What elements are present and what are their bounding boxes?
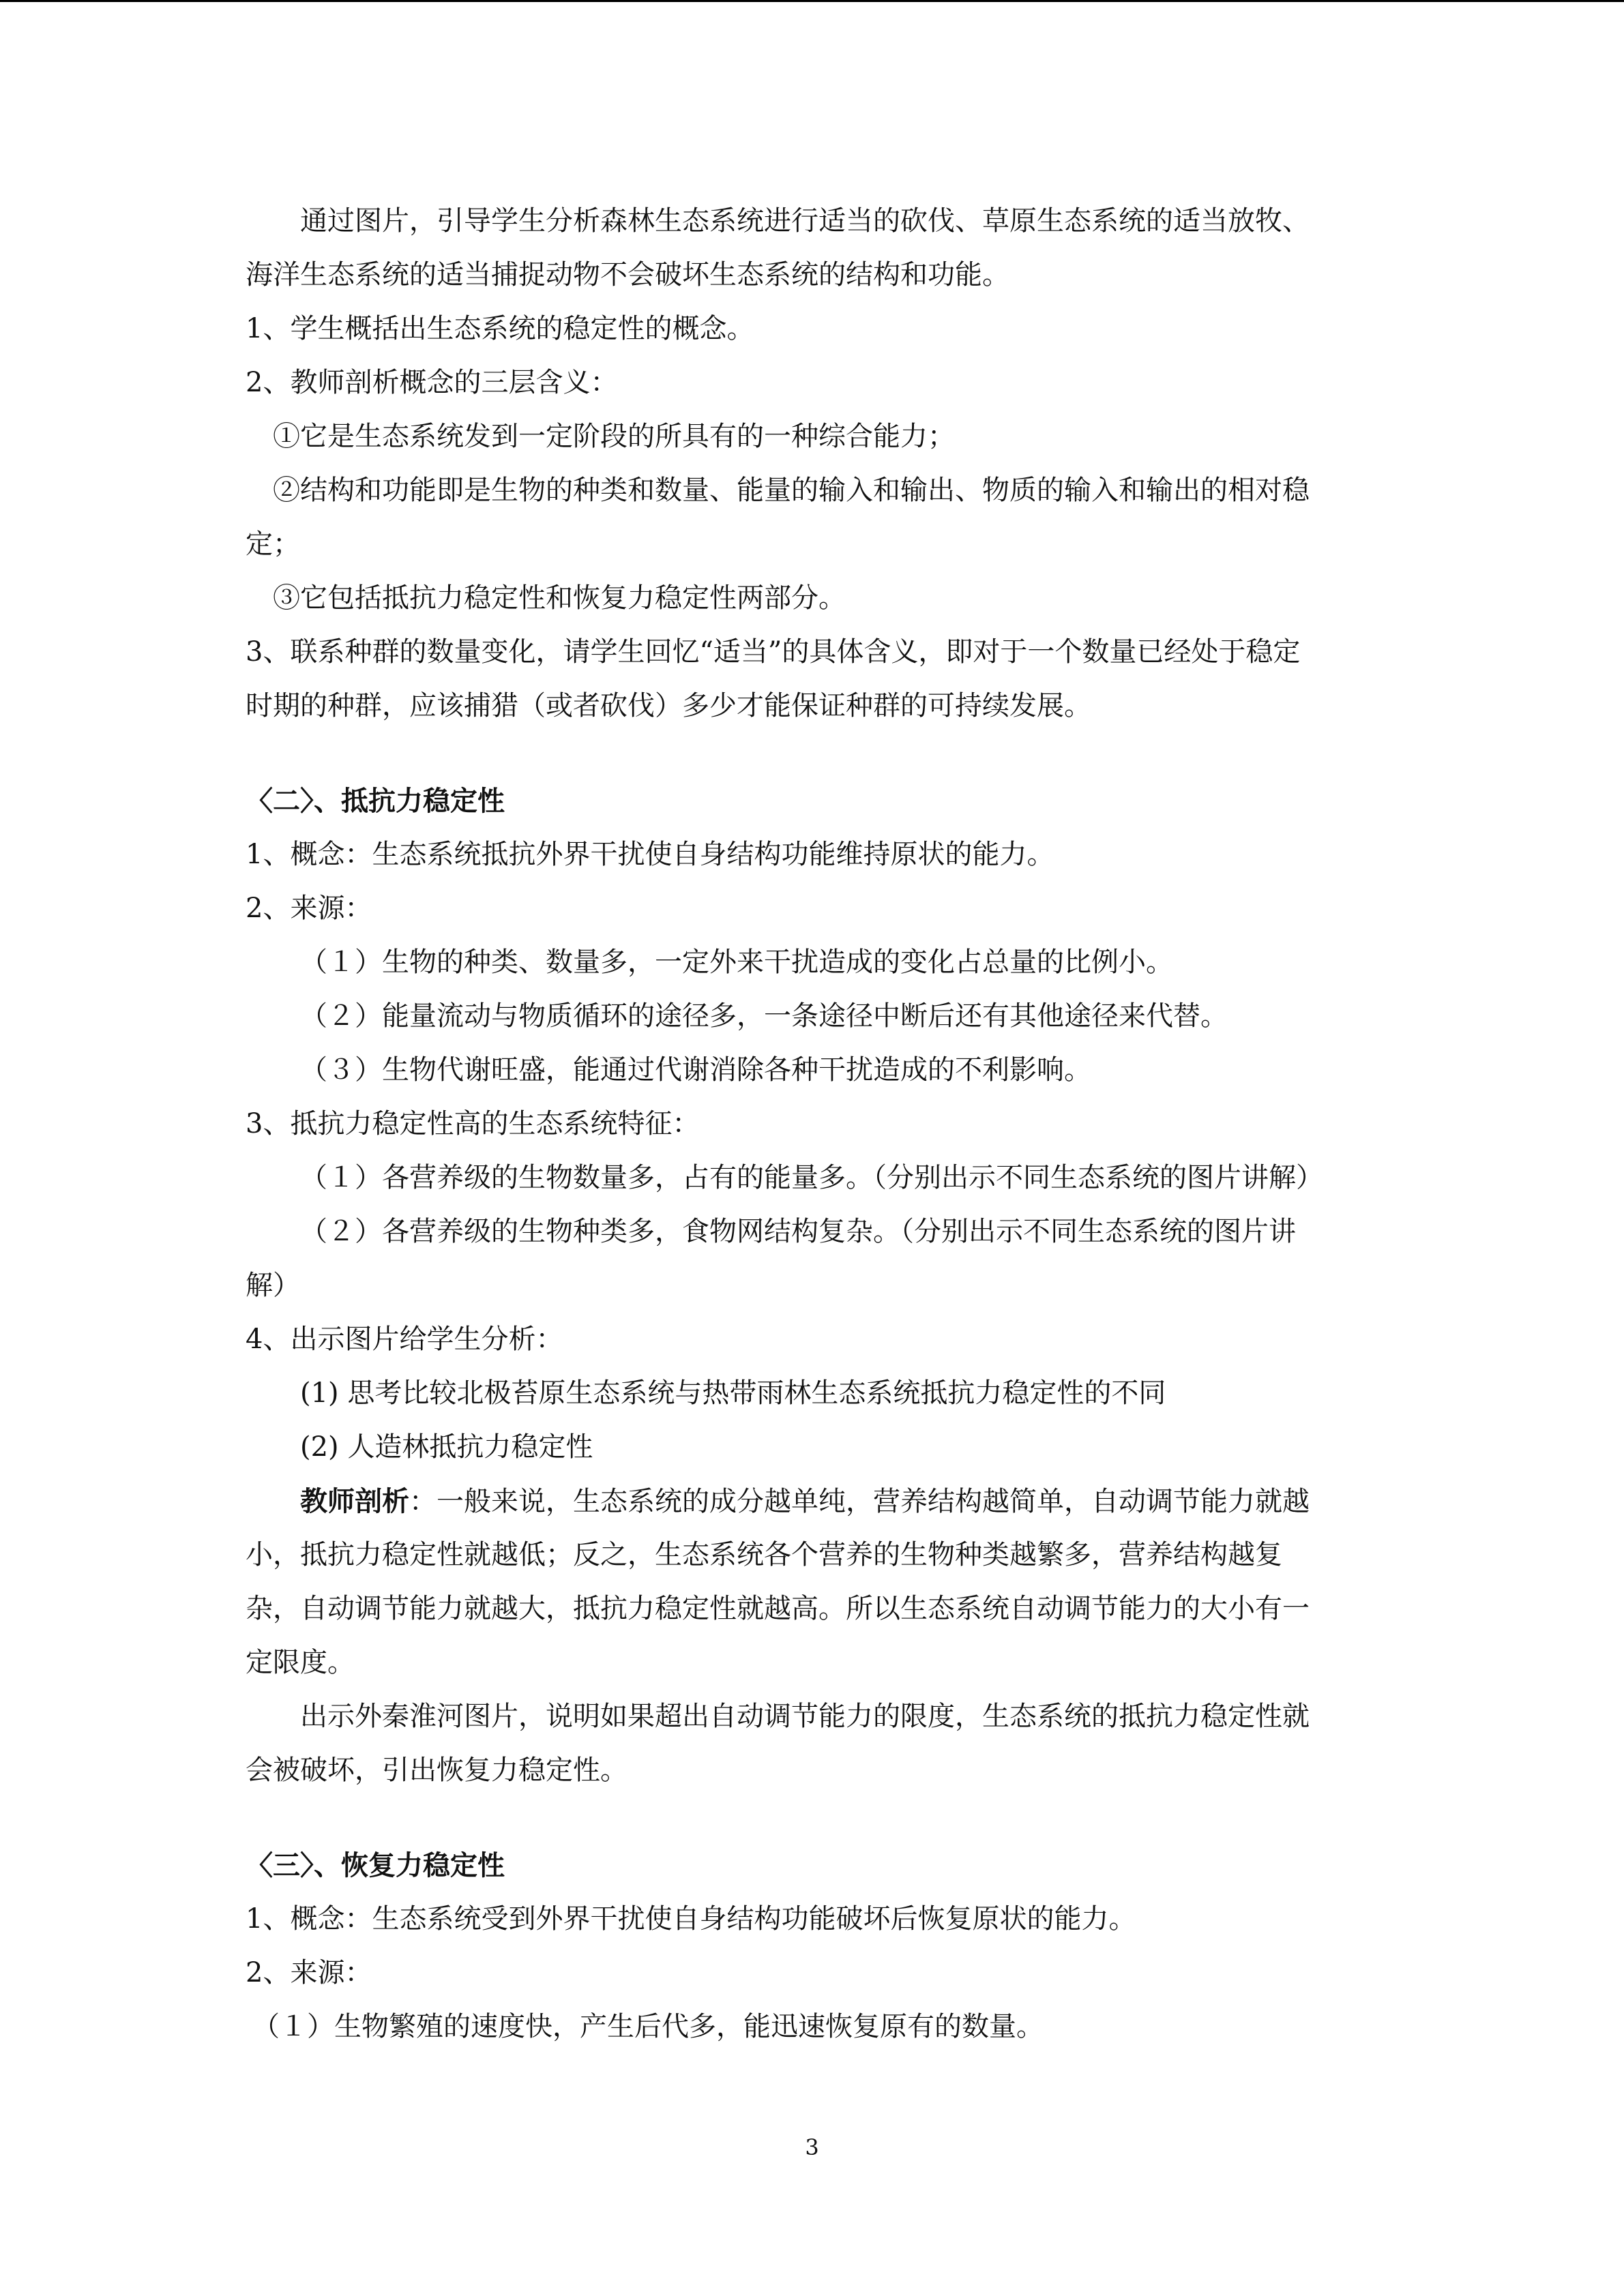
sub-item: (2) 人造林抵抗力稳定性 bbox=[300, 1431, 593, 1463]
analysis-text: ：一般来说，生态系统的成分越单纯，营养结构越简单，自动调节能力就越 bbox=[409, 1486, 1310, 1517]
closing-line: 出示外秦淮河图片，说明如果超出自动调节能力的限度，生态系统的抵抗力稳定性就 bbox=[300, 1701, 1310, 1732]
list-item: 2、来源： bbox=[246, 893, 372, 924]
page-top-border bbox=[0, 0, 1624, 2]
section-heading-resilience: 〈三〉、恢复力稳定性 bbox=[246, 1849, 505, 1881]
page-number: 3 bbox=[805, 2134, 819, 2160]
list-item: 2、来源： bbox=[246, 1957, 372, 1988]
sub-item: (1) 思考比较北极苔原生态系统与热带雨林生态系统抵抗力稳定性的不同 bbox=[300, 1377, 1166, 1409]
analysis-line bbox=[246, 1474, 1378, 1528]
section-heading-resistance: 〈二〉、抵抗力稳定性 bbox=[246, 785, 505, 817]
document-body bbox=[246, 194, 1378, 2054]
sub-item-continued: 解） bbox=[246, 1270, 300, 1301]
analysis-line: 小，抵抗力稳定性就越低；反之，生态系统各个营养的生物种类越繁多，营养结构越复 bbox=[246, 1539, 1282, 1570]
sub-item-2: ②结构和功能即是生物的种类和数量、能量的输入和输出、物质的输入和输出的相对稳 bbox=[273, 475, 1310, 506]
list-item: 1、概念：生态系统受到外界干扰使自身结构功能破坏后恢复原状的能力。 bbox=[246, 1903, 1136, 1935]
list-item: 4、出示图片给学生分析： bbox=[246, 1324, 563, 1355]
sub-item-3: ③它包括抵抗力稳定性和恢复力稳定性两部分。 bbox=[273, 582, 846, 614]
sub-item: （２）各营养级的生物种类多，食物网结构复杂。（分别出示不同生态系统的图片讲 bbox=[300, 1216, 1296, 1247]
sub-item-1: ①它是生态系统发到一定阶段的所具有的一种综合能力； bbox=[273, 421, 955, 452]
sub-item: （１）生物繁殖的速度快，产生后代多，能迅速恢复原有的数量。 bbox=[252, 2011, 1044, 2042]
list-item-continued: 时期的种群，应该捕猎（或者砍伐）多少才能保证种群的可持续发展。 bbox=[246, 690, 1091, 721]
list-item: 3、抵抗力稳定性高的生态系统特征： bbox=[246, 1108, 700, 1139]
list-item: 2、教师剖析概念的三层含义： bbox=[246, 367, 618, 398]
analysis-label: 教师剖析 bbox=[300, 1485, 409, 1517]
paragraph-line: 通过图片，引导学生分析森林生态系统进行适当的砍伐、草原生态系统的适当放牧、 bbox=[300, 205, 1310, 237]
analysis-line: 定限度。 bbox=[246, 1647, 355, 1678]
list-item: 3、联系种群的数量变化，请学生回忆“适当”的具体含义，即对于一个数量已经处于稳定 bbox=[246, 636, 1301, 668]
list-item: 1、概念：生态系统抵抗外界干扰使自身结构功能维持原状的能力。 bbox=[246, 839, 1054, 870]
list-item: 1、学生概括出生态系统的稳定性的概念。 bbox=[246, 313, 754, 344]
sub-item: （１）生物的种类、数量多，一定外来干扰造成的变化占总量的比例小。 bbox=[300, 946, 1173, 978]
sub-item-2-continued: 定； bbox=[246, 528, 300, 560]
analysis-line: 杂，自动调节能力就越大，抵抗力稳定性就越高。所以生态系统自动调节能力的大小有一 bbox=[246, 1593, 1310, 1624]
sub-item: （３）生物代谢旺盛，能通过代谢消除各种干扰造成的不利影响。 bbox=[300, 1054, 1091, 1086]
sub-item: （１）各营养级的生物数量多，占有的能量多。（分别出示不同生态系统的图片讲解） bbox=[300, 1162, 1323, 1193]
closing-line: 会被破坏，引出恢复力稳定性。 bbox=[246, 1755, 628, 1786]
paragraph-line: 海洋生态系统的适当捕捉动物不会破坏生态系统的结构和功能。 bbox=[246, 259, 1009, 290]
sub-item: （２）能量流动与物质循环的途径多，一条途径中断后还有其他途径来代替。 bbox=[300, 1000, 1228, 1032]
